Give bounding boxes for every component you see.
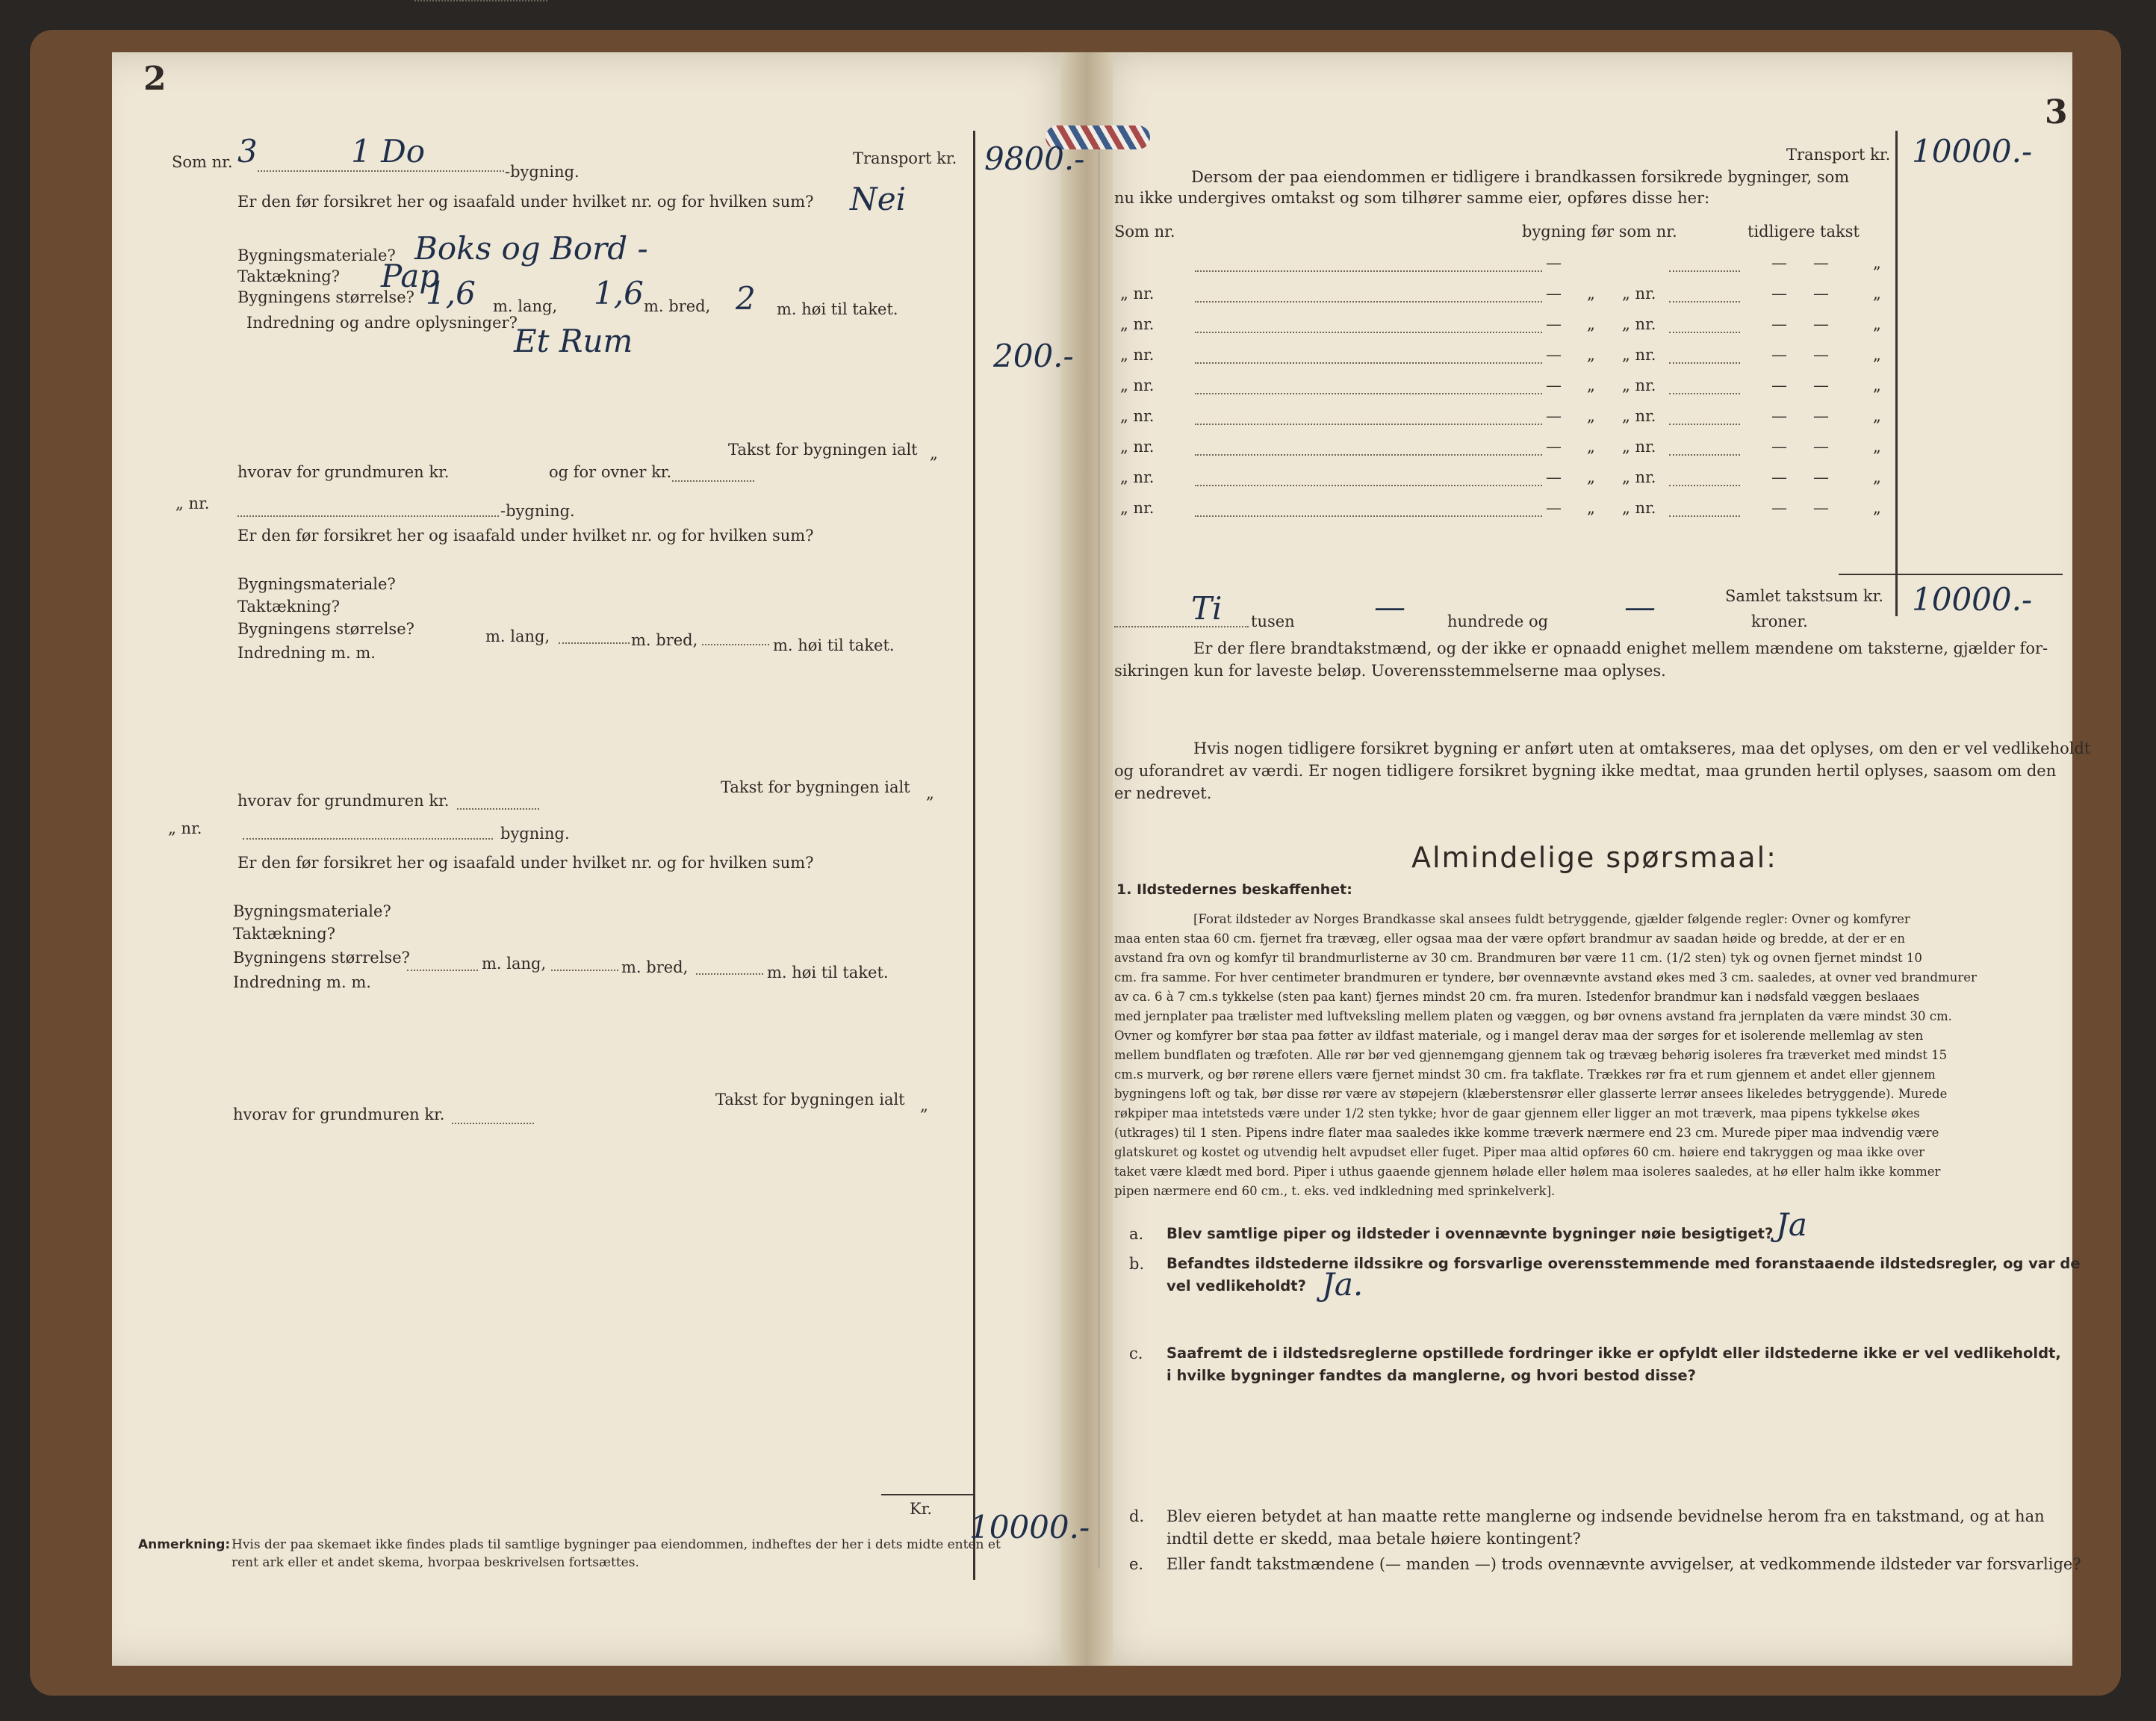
m-lang-label-2: m. lang, [485, 627, 550, 645]
left-column-rule [973, 131, 975, 1580]
indredning-label: Indredning og andre oplysninger? [246, 314, 518, 332]
prior-row-dash: — [1771, 438, 1787, 456]
question-d-line-1: Blev eieren betydet at han maatte rette manglerne og indsende bevidnelse herom fra en takstmand, og at han [1166, 1507, 2045, 1525]
hw-nei: Nei [850, 181, 907, 217]
prior-row-dash: — [1771, 346, 1787, 364]
prior-row-dash: — [1771, 376, 1787, 394]
prior-row-dash: — [1546, 315, 1562, 333]
question-e: Eller fandt takstmændene (— manden —) trods ovennævnte avvigelser, at vedkommende ildsteder var forsvarlige? [1166, 1555, 2081, 1573]
prior-row-dash: — [1813, 438, 1829, 456]
hw-indredning: Et Rum [514, 323, 633, 359]
rules-line: Ovner og komfyrer bør staa paa føtter av ildfast materiale, og i mangel derav maa der sørges for et isolerende mellemlag av sten [1114, 1029, 1924, 1043]
hw-transport-left: 9800.- [984, 140, 1085, 177]
dotted-line [452, 1123, 534, 1124]
prior-row-quote: „ [1587, 438, 1595, 456]
prior-row-quote: „ [1587, 499, 1595, 517]
hw-lang: 1,6 [426, 275, 476, 311]
hw-tusen: Ti [1191, 590, 1223, 627]
prior-row-dash: — [1771, 468, 1787, 486]
anmerkning-text-1: Hvis der paa skemaet ikke findes plads til samtlige bygninger paa eiendommen, indheftes der her i dets midte enten et [232, 1537, 1001, 1552]
hvorav-grundmuren-1: hvorav for grundmuren kr. [237, 463, 450, 481]
dotted-line [1114, 626, 1249, 627]
rules-line: (utkrages) til 1 sten. Pipens indre flater maa saaledes ikke komme træverk nærmere end 23 cm. Murede piper maa indvendig være [1114, 1126, 1939, 1140]
m-bred-label-3: m. bred, [621, 958, 689, 976]
dotted-line [551, 970, 618, 971]
question-a-letter: a. [1129, 1225, 1144, 1243]
prior-row-nr: „ nr. [1622, 285, 1656, 303]
paragraph-1-line-1: Er der flere brandtakstmænd, og der ikke er opnaadd enighet mellem mændene om taksterne, gjælder for- [1193, 639, 2048, 657]
page-number-right: 3 [2045, 93, 2068, 131]
right-column-rule [1895, 131, 1898, 616]
dotted-line [1195, 270, 1542, 272]
rules-line: taket være klædt med bord. Piper i uthus gaaende gjennem hølade eller hølem maa isoleres saaledes, at hø eller halm ikke kommer [1114, 1165, 1941, 1179]
og-ovner-label: og for ovner kr. [549, 463, 672, 481]
question-d-letter: d. [1129, 1507, 1145, 1525]
hw-som-nr: 3 [237, 133, 258, 170]
tidligere-takst-label: tidligere takst [1748, 223, 1860, 241]
dotted-line [702, 644, 769, 645]
prior-row-nr: „ nr. [1622, 346, 1656, 364]
taktaekning-label-2: Taktækning? [237, 598, 340, 615]
prior-row-nr: „ nr. [1120, 376, 1155, 394]
prior-row-nr: „ nr. [1622, 499, 1656, 517]
prior-row-quote: „ [1873, 468, 1881, 486]
takst-label-3: Takst for bygningen ialt [715, 1091, 905, 1108]
materiale-label-2: Bygningsmateriale? [237, 575, 396, 593]
prior-row-dash: — [1546, 254, 1562, 272]
rules-line: røkpiper maa intetsteds være under 1/2 sten tykke; hvor de gaar gjennem eller ligger an mot træverk, maa pipens tykkelse økes [1114, 1106, 1920, 1120]
hw-hundrede: — [1374, 589, 1405, 625]
hw-answer-a: Ja [1776, 1206, 1807, 1243]
prior-row-dash: — [1771, 254, 1787, 272]
dotted-line [1669, 454, 1740, 456]
m-hoi-label: m. høi til taket. [777, 300, 898, 318]
bygning-suffix-3: bygning. [500, 825, 570, 843]
m-lang-label: m. lang, [493, 297, 558, 315]
question-d-line-2: indtil dette er skedd, maa betale høiere kontingent? [1166, 1530, 1581, 1548]
anmerkning-text-2: rent ark eller et andet skema, hvorpaa beskrivelsen fortsættes. [232, 1555, 639, 1570]
rules-line: maa enten staa 60 cm. fjernet fra trævæg, eller ogsaa maa der være opført brandmur av saadan høide og bredde, at der er en [1114, 931, 1906, 946]
prior-row-dash: — [1771, 499, 1787, 517]
rules-line: bygningens loft og tak, bør disse rør være av støpejern (klæberstensrør eller glasserte lerrør ansees likeledes betryggende). Murede [1114, 1087, 1948, 1101]
prior-row-dash: — [1771, 315, 1787, 333]
binding-thread [1098, 149, 1100, 1569]
m-bred-label: m. bred, [644, 297, 711, 315]
prior-row-quote: „ [1587, 315, 1595, 333]
dotted-line [237, 515, 499, 517]
hw-bred: 1,6 [594, 275, 644, 311]
dotted-line [1195, 424, 1542, 425]
som-nr-right: Som nr. [1114, 223, 1175, 241]
prior-row-nr: „ nr. [1120, 285, 1155, 303]
prior-row-nr: „ nr. [1120, 346, 1155, 364]
question-c-letter: c. [1129, 1345, 1143, 1362]
prior-row-quote: „ [1587, 376, 1595, 394]
anmerkning-label: Anmerkning: [138, 1537, 231, 1552]
samlet-takstsum-label: Samlet takstsum kr. [1725, 587, 1883, 605]
prior-row-dash: — [1771, 407, 1787, 425]
intro-line-1: Dersom der paa eiendommen er tidligere i brandkassen forsikrede bygninger, som [1191, 168, 1850, 186]
m-hoi-label-3: m. høi til taket. [767, 964, 889, 982]
kr-label: Kr. [910, 1500, 933, 1518]
paragraph-2-line-1: Hvis nogen tidligere forsikret bygning er anført uten at omtakseres, maa det oplyses, om den er vel vedlikeholdt [1193, 739, 2091, 757]
prior-row-quote: „ [1873, 254, 1881, 272]
hw-hoi: 2 [736, 280, 756, 317]
prior-row-quote: „ [1587, 346, 1595, 364]
prior-row-nr: „ nr. [1120, 468, 1155, 486]
prior-row-dash: — [1813, 499, 1829, 517]
prior-row-dash: — [1771, 285, 1787, 303]
tusen-label: tusen [1251, 613, 1295, 630]
hw-bygning-type: 1 Do [351, 133, 426, 170]
hw-samlet: 10000.- [1912, 581, 2033, 618]
hvorav-grundmuren-2: hvorav for grundmuren kr. [237, 792, 450, 810]
dotted-line [407, 970, 478, 971]
nr-label-2: „ nr. [175, 494, 210, 512]
prior-row-dash: — [1813, 468, 1829, 486]
dotted-line [1195, 485, 1542, 486]
storrelse-label: Bygningens størrelse? [237, 288, 414, 306]
dotted-line [258, 170, 504, 172]
kroner-label: kroner. [1751, 613, 1808, 630]
rules-line: med jernplater paa trælister med luftveksling mellem platen og væggen, og bør ovnens avstand fra jernplaten da være mindst 30 cm. [1114, 1009, 1952, 1023]
prior-row-quote: „ [1873, 499, 1881, 517]
quote-3: „ [920, 1097, 928, 1114]
dotted-line [672, 480, 754, 482]
question-b-line-1: Befandtes ildstederne ildssikre og forsvarlige overensstemmende med foranstaaende ildstedsregler, og var de [1166, 1255, 2081, 1272]
prior-row-dash: — [1546, 285, 1562, 303]
question-a: Blev samtlige piper og ildsteder i ovennævnte bygninger nøie besigtiget? [1166, 1225, 1774, 1242]
prior-row-dash: — [1813, 315, 1829, 333]
prior-row-dash: — [1813, 285, 1829, 303]
bygning-suffix-2: -bygning. [500, 502, 575, 520]
prior-row-nr: „ nr. [1622, 376, 1656, 394]
transport-label-left: Transport kr. [853, 149, 957, 167]
prior-row-quote: „ [1587, 285, 1595, 303]
dotted-line [243, 838, 493, 840]
bygning-suffix: -bygning. [505, 163, 580, 181]
takst-label-2: Takst for bygningen ialt [721, 778, 910, 796]
prior-row-dash: — [1546, 468, 1562, 486]
indredning-label-3: Indredning m. m. [233, 973, 371, 991]
question-b-line-2: vel vedlikeholdt? [1166, 1277, 1306, 1294]
rules-line: cm. fra samme. For hver centimeter brandmuren er tyndere, bør ovennævnte avstand økes med 3 cm. saaledes, at ovner ved brandmurer [1114, 970, 1977, 984]
question-c-line-2: i hvilke bygninger fandtes da manglerne, og hvori bestod disse? [1166, 1367, 1696, 1384]
prior-row-nr: „ nr. [1622, 315, 1656, 333]
prior-row-nr: „ nr. [1120, 407, 1155, 425]
dotted-line [559, 642, 630, 644]
dotted-line [1669, 393, 1740, 394]
paragraph-1-line-2: sikringen kun for laveste beløp. Uoverensstemmelserne maa oplyses. [1114, 662, 1666, 680]
rules-line: avstand fra ovn og komfyr til brandmurlisterne av 30 cm. Brandmuren bør være 11 cm. (1/2 sten) tyk og ovnen fjernet mindst 10 [1114, 951, 1922, 965]
hundrede-label: hundrede og [1447, 613, 1549, 630]
taktaekning-label-3: Taktækning? [233, 925, 335, 943]
transport-label-right: Transport kr. [1786, 146, 1891, 164]
prior-row-dash: — [1546, 346, 1562, 364]
takst-label-1: Takst for bygningen ialt [728, 441, 918, 459]
sum-rule-right [1839, 574, 2063, 575]
intro-line-2: nu ikke undergives omtakst og som tilhører samme eier, opføres disse her: [1114, 189, 1710, 207]
storrelse-label-3: Bygningens størrelse? [233, 949, 410, 967]
prior-row-nr: „ nr. [1120, 315, 1155, 333]
prior-row-quote: „ [1873, 438, 1881, 456]
hvorav-grundmuren-3: hvorav for grundmuren kr. [233, 1106, 445, 1123]
som-nr-label: Som nr. [172, 153, 233, 171]
m-lang-label-3: m. lang, [482, 955, 547, 973]
dotted-line [1195, 454, 1542, 456]
question-c-line-1: Saafremt de i ildstedsreglerne opstillede fordringer ikke er opfyldt eller ildstederne ikke er vel vedlikeholdt, [1166, 1345, 2061, 1362]
prior-row-dash: — [1813, 346, 1829, 364]
m-bred-label-2: m. bred, [631, 631, 698, 649]
prior-row-quote: „ [1873, 315, 1881, 333]
dotted-line [1669, 332, 1740, 333]
quote-1: „ [930, 444, 938, 462]
rules-line: glatskuret og kostet og utvendig helt avpudset eller fuget. Piper maa altid opføres 60 cm. høiere end takryggen og maa ikke over [1114, 1145, 1925, 1159]
prior-row-quote: „ [1587, 468, 1595, 486]
indredning-label-2: Indredning m. m. [237, 644, 376, 662]
nr-label-3: „ nr. [168, 819, 202, 837]
dotted-line [1669, 515, 1740, 517]
section-1-title: 1. Ildstedernes beskaffenhet: [1116, 881, 1352, 898]
dotted-line [1195, 301, 1542, 303]
materiale-label: Bygningsmateriale? [237, 246, 396, 264]
storrelse-label-2: Bygningens størrelse? [237, 620, 414, 638]
hw-transport-right: 10000.- [1912, 133, 2033, 170]
prior-row-nr: „ nr. [1622, 468, 1656, 486]
rules-line: pipen nærmere end 60 cm., t. eks. ved indkledning med sprinkelverk]. [1114, 1184, 1556, 1198]
hw-materiale: Boks og Bord - [414, 230, 648, 267]
page-number-left: 2 [143, 60, 167, 98]
rules-line: [Forat ildsteder av Norges Brandkasse skal ansees fuldt betryggende, gjælder følgende regler: Ovner og komfyrer [1193, 912, 1910, 926]
dotted-line [414, 0, 482, 1]
hw-answer-b: Ja. [1322, 1266, 1364, 1303]
hw-taktaekning: Pap [381, 258, 440, 294]
dotted-line [1195, 332, 1542, 333]
prior-row-dash: — [1546, 376, 1562, 394]
dotted-line [1195, 515, 1542, 517]
q-forsikret-3: Er den før forsikret her og isaafald under hvilket nr. og for hvilken sum? [237, 854, 814, 872]
q-forsikret: Er den før forsikret her og isaafald under hvilket nr. og for hvilken sum? [237, 193, 814, 211]
prior-row-quote: „ [1587, 407, 1595, 425]
dotted-line [1195, 362, 1542, 364]
prior-row-dash: — [1546, 499, 1562, 517]
section-heading: Almindelige spørsmaal: [1411, 841, 1777, 874]
rules-line: mellem bundflaten og træfoten. Alle rør bør ved gjennemgang gjennem tak og trævæg behørig isoleres fra træverket med mindst 15 [1114, 1048, 1948, 1062]
paragraph-2-line-2: og uforandret av værdi. Er nogen tidligere forsikret bygning ikke medtat, maa grunden hertil oplyses, saasom om den [1114, 762, 2057, 780]
prior-row-nr: „ nr. [1120, 438, 1155, 456]
question-e-letter: e. [1129, 1555, 1144, 1573]
dotted-line [1669, 301, 1740, 303]
dotted-line [1669, 424, 1740, 425]
prior-row-quote: „ [1873, 346, 1881, 364]
prior-row-nr: „ nr. [1622, 438, 1656, 456]
taktaekning-label: Taktækning? [237, 267, 340, 285]
prior-row-quote: „ [1873, 285, 1881, 303]
sum-rule-left [881, 1494, 975, 1495]
q-forsikret-2: Er den før forsikret her og isaafald under hvilket nr. og for hvilken sum? [237, 527, 814, 545]
prior-row-dash: — [1546, 438, 1562, 456]
rules-line: av ca. 6 à 7 cm.s tykkelse (sten paa kant) fjernes mindst 20 cm. fra muren. Istedenfor brandmur kan i nødsfald væggen beslaaes [1114, 990, 1920, 1004]
quote-2: „ [926, 784, 934, 802]
dotted-line [457, 808, 539, 810]
rules-line: cm.s murverk, og bør rørene ellers være fjernet mindst 30 cm. fra takflate. Trækkes rør fra et rum gjennem et andet eller gjennem [1114, 1067, 1936, 1082]
bygning-for-label: bygning før som nr. [1522, 223, 1677, 241]
hw-kr-total: 10000.- [969, 1509, 1090, 1545]
prior-row-nr: „ nr. [1120, 499, 1155, 517]
m-hoi-label-2: m. høi til taket. [773, 636, 895, 654]
dotted-line [1669, 362, 1740, 364]
prior-row-dash: — [1813, 376, 1829, 394]
paragraph-2-line-3: er nedrevet. [1114, 784, 1212, 802]
prior-row-nr: „ nr. [1622, 407, 1656, 425]
dotted-line [1195, 393, 1542, 394]
hw-kroner: — [1624, 589, 1656, 625]
prior-row-dash: — [1813, 407, 1829, 425]
hw-takst-1: 200.- [993, 338, 1074, 374]
prior-row-quote: „ [1873, 376, 1881, 394]
dotted-line [1669, 270, 1740, 272]
prior-row-quote: „ [1873, 407, 1881, 425]
dotted-line [696, 973, 763, 975]
materiale-label-3: Bygningsmateriale? [233, 902, 391, 920]
prior-row-dash: — [1813, 254, 1829, 272]
prior-row-dash: — [1546, 407, 1562, 425]
question-b-letter: b. [1129, 1255, 1145, 1273]
book-gutter [1060, 52, 1113, 1666]
dotted-line [1669, 485, 1740, 486]
